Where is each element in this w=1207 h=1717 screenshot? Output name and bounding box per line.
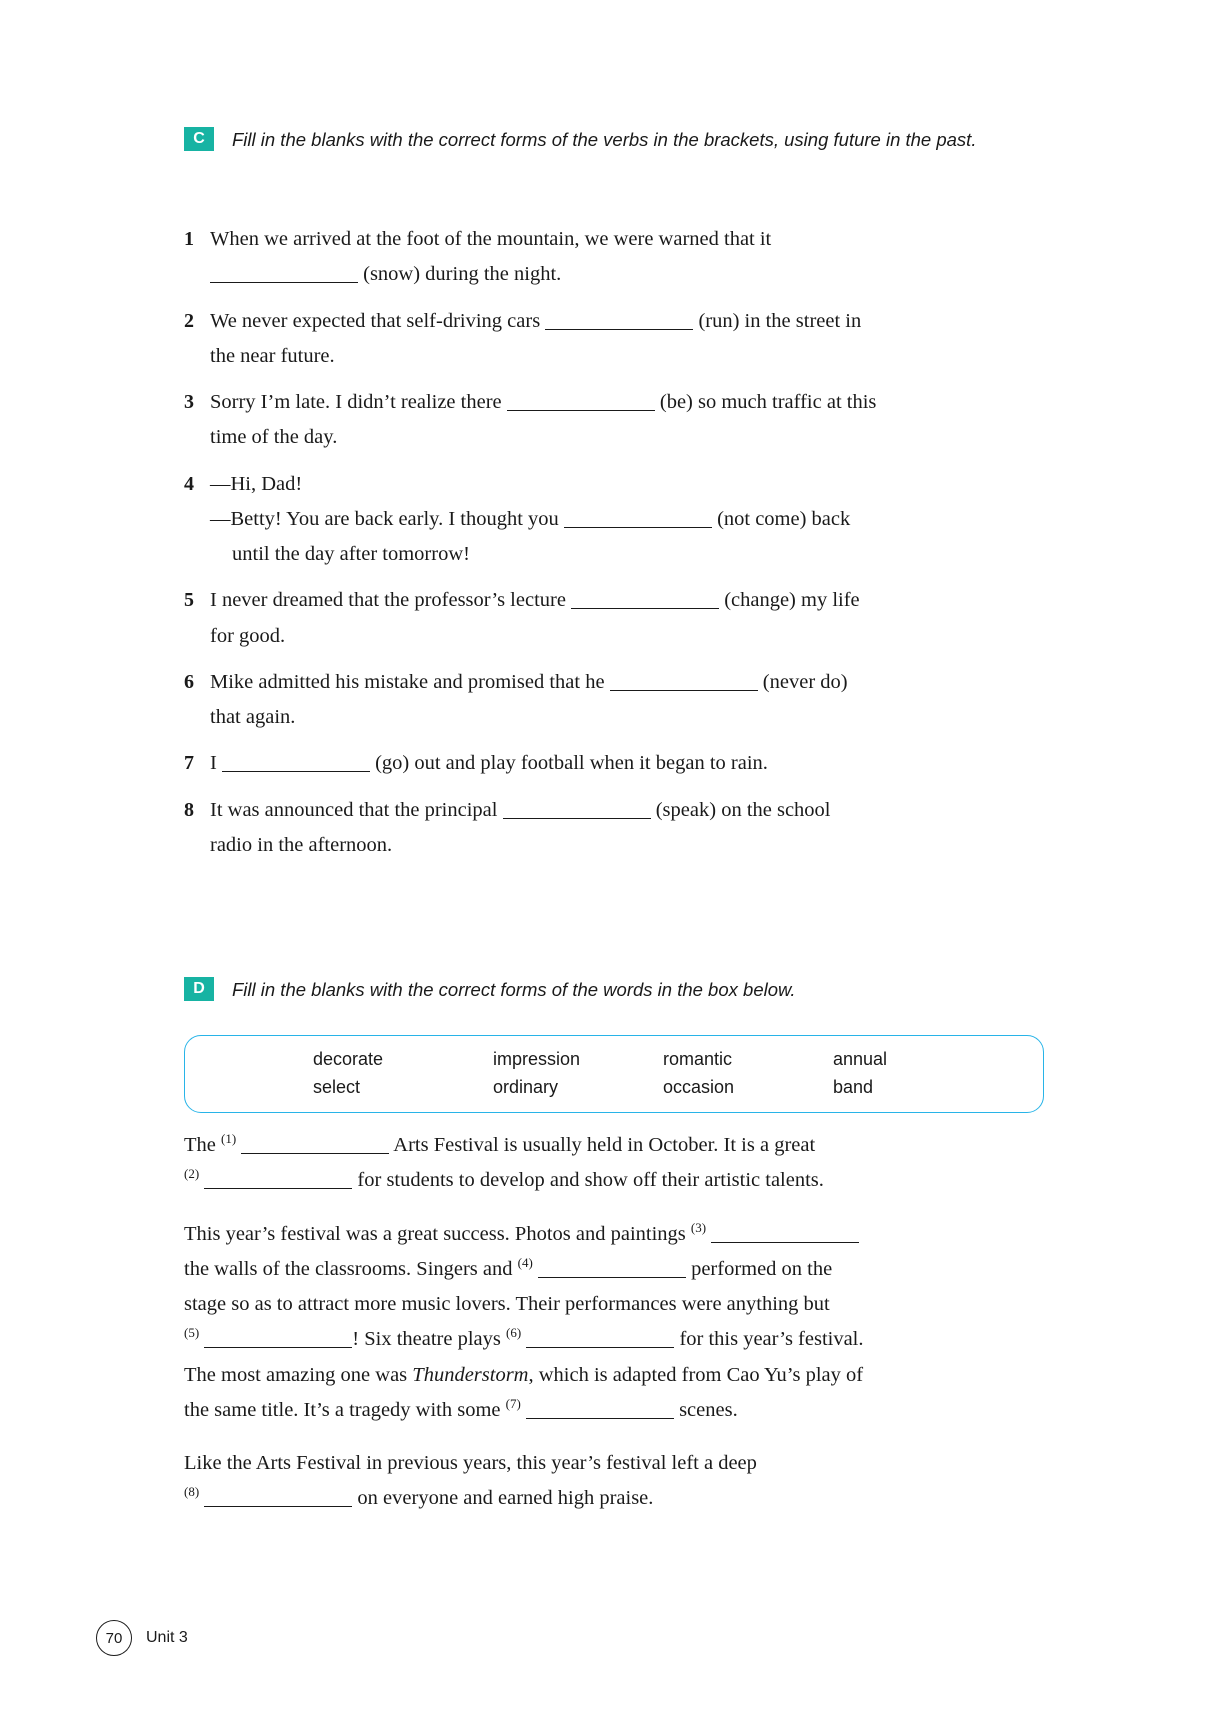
blank-number: (4) xyxy=(517,1254,533,1270)
item-text xyxy=(210,467,984,573)
word-box-word: romantic xyxy=(663,1049,733,1070)
passage-text: the same title. It’s a tragedy with some xyxy=(184,1398,506,1421)
answer-blank[interactable] xyxy=(711,1242,859,1243)
word-box-word: occasion xyxy=(663,1077,735,1097)
exercise-d-passage xyxy=(184,1128,1014,1535)
item-text-before: Mike admitted his mistake and promised that he xyxy=(210,670,605,693)
item-text-after: (run) in the street in xyxy=(698,309,862,332)
item-text-before: We never expected that self-driving cars xyxy=(210,309,541,332)
item-text xyxy=(210,793,984,864)
passage-text: Arts Festival is usually held in October. It is a great xyxy=(389,1134,816,1156)
item-text-before: When we arrived at the foot of the mountain, we were warned that it xyxy=(210,228,772,250)
list-item xyxy=(184,222,984,293)
passage-text: stage so as to attract more music lovers. Their performances were anything but xyxy=(184,1293,830,1315)
answer-blank[interactable] xyxy=(571,608,719,609)
list-item xyxy=(184,304,984,375)
passage-text: performed on the xyxy=(685,1257,833,1280)
passage-text: on everyone and earned high praise. xyxy=(352,1487,654,1510)
word-box-word: band xyxy=(833,1077,874,1097)
item-text xyxy=(210,222,984,293)
item-line-2: that again. xyxy=(210,706,296,728)
page-number: 70 xyxy=(96,1620,132,1656)
item-line-2 xyxy=(210,502,984,537)
word-box-column xyxy=(653,1046,823,1102)
blank-number: (5) xyxy=(184,1325,200,1341)
item-text-after: (snow) during the night. xyxy=(363,263,562,286)
list-item xyxy=(184,385,984,456)
passage-text: scenes. xyxy=(673,1398,738,1421)
word-box-column xyxy=(473,1046,653,1102)
passage-text: the walls of the classrooms. Singers and xyxy=(184,1257,518,1280)
answer-blank[interactable] xyxy=(507,410,655,411)
unit-label: Unit 3 xyxy=(146,1629,188,1646)
answer-blank[interactable] xyxy=(526,1418,674,1419)
item-text xyxy=(210,385,984,456)
word-box-word: ordinary xyxy=(493,1077,559,1097)
item-line-2 xyxy=(210,257,984,292)
item-line-1: —Hi, Dad! xyxy=(210,472,303,495)
exercise-c-items xyxy=(184,222,984,874)
passage-text: for students to develop and show off their artistic talents. xyxy=(352,1169,824,1192)
item-text-after: (speak) on the school xyxy=(655,798,831,821)
answer-blank[interactable] xyxy=(222,771,370,772)
exercise-c-instruction: Fill in the blanks with the correct forms of the verbs in the brackets, using future in the past. xyxy=(232,129,977,150)
answer-blank[interactable] xyxy=(204,1347,352,1348)
item-text-after: (change) my life xyxy=(724,589,860,612)
play-title: Thunderstorm xyxy=(412,1363,529,1386)
word-box-word: select xyxy=(313,1077,361,1097)
item-text-before: —Betty! You are back early. I thought you xyxy=(210,507,559,530)
item-text-before: I xyxy=(210,752,217,775)
exercise-d-header xyxy=(184,975,1022,1005)
exercise-c-badge: C xyxy=(184,127,214,151)
answer-blank[interactable] xyxy=(564,527,712,528)
item-text-before: I never dreamed that the professor’s lecture xyxy=(210,589,566,612)
answer-blank[interactable] xyxy=(538,1277,686,1278)
passage-text: for this year’s festival. xyxy=(674,1328,864,1351)
blank-number: (6) xyxy=(506,1325,522,1341)
blank-number: (1) xyxy=(221,1131,237,1147)
page-footer xyxy=(96,1620,188,1656)
item-line-2: for good. xyxy=(210,624,286,647)
item-line-3: until the day after tomorrow! xyxy=(232,543,470,565)
item-text xyxy=(210,665,984,736)
blank-number: (8) xyxy=(184,1484,200,1500)
passage-text: The most amazing one was xyxy=(184,1363,413,1386)
answer-blank[interactable] xyxy=(204,1506,352,1507)
item-line-2: radio in the afternoon. xyxy=(210,833,393,856)
answer-blank[interactable] xyxy=(241,1153,389,1154)
item-number: 3 xyxy=(184,391,194,413)
list-item xyxy=(184,583,984,654)
answer-blank[interactable] xyxy=(503,818,651,819)
item-text-before: It was announced that the principal xyxy=(210,798,498,821)
answer-blank[interactable] xyxy=(610,690,758,691)
item-text-after: (never do) xyxy=(762,670,848,693)
word-box xyxy=(184,1035,1044,1113)
answer-blank[interactable] xyxy=(204,1188,352,1189)
answer-blank[interactable] xyxy=(526,1347,674,1348)
passage-text: , which is adapted from Cao Yu’s play of xyxy=(528,1363,864,1386)
passage-text: This year’s festival was a great success. Photos and paintings xyxy=(184,1222,691,1245)
item-number: 5 xyxy=(184,589,194,612)
item-text-after: (be) so much traffic at this xyxy=(659,391,877,413)
item-number: 1 xyxy=(184,228,194,250)
word-box-column xyxy=(235,1046,473,1102)
item-number: 7 xyxy=(184,752,194,775)
list-item xyxy=(184,665,984,736)
passage-text: The xyxy=(184,1134,221,1156)
exercise-d-instruction: Fill in the blanks with the correct forms of the words in the box below. xyxy=(232,979,796,1000)
list-item xyxy=(184,793,984,864)
item-text xyxy=(210,746,984,781)
passage-text: Like the Arts Festival in previous years, this year’s festival left a deep xyxy=(184,1452,757,1474)
item-text xyxy=(210,304,984,375)
item-line-2: the near future. xyxy=(210,344,335,367)
word-box-word: impression xyxy=(493,1049,581,1070)
list-item xyxy=(184,467,984,573)
item-number: 8 xyxy=(184,798,194,821)
passage-text: ! Six theatre plays xyxy=(352,1328,507,1351)
exercise-d-badge: D xyxy=(184,977,214,1001)
exercise-c-header xyxy=(184,125,1022,155)
blank-number: (7) xyxy=(505,1395,521,1411)
item-text xyxy=(210,583,984,654)
answer-blank[interactable] xyxy=(545,329,693,330)
word-box-word: decorate xyxy=(313,1049,384,1070)
item-text-after: (go) out and play football when it began to rain. xyxy=(375,752,768,775)
blank-number: (2) xyxy=(184,1166,200,1182)
item-number: 2 xyxy=(184,309,194,332)
word-box-column xyxy=(823,1046,993,1102)
passage-paragraph-2 xyxy=(184,1217,1014,1429)
passage-paragraph-3 xyxy=(184,1446,1014,1517)
word-box-word: annual xyxy=(833,1049,888,1070)
item-number: 6 xyxy=(184,670,194,693)
answer-blank[interactable] xyxy=(210,282,358,283)
passage-paragraph-1 xyxy=(184,1128,1014,1199)
blank-number: (3) xyxy=(690,1219,707,1235)
item-line-2: time of the day. xyxy=(210,426,338,449)
list-item xyxy=(184,746,984,781)
item-number: 4 xyxy=(184,472,194,495)
item-text-after: (not come) back xyxy=(717,507,851,530)
item-text-before: Sorry I’m late. I didn’t realize there xyxy=(210,391,502,413)
